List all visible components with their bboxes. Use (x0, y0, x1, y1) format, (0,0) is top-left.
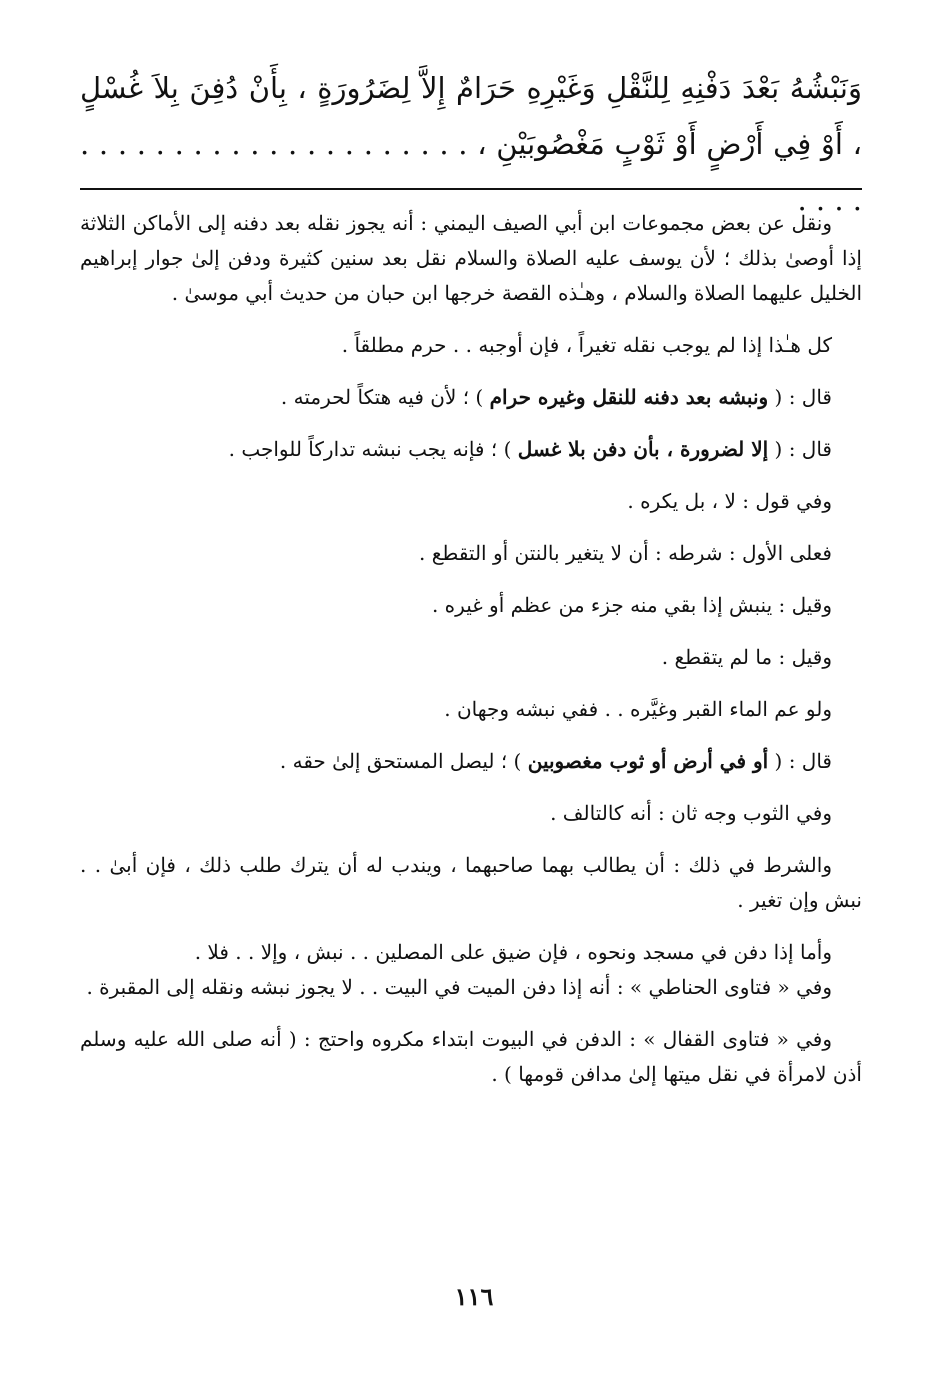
commentary-text: ) ؛ لأن فيه هتكاً لحرمته . (280, 385, 490, 409)
quoted-matn-text: إلا لضرورة ، بأن دفن بلا غسل (517, 437, 769, 461)
commentary-text: والشرط في ذلك : أن يطالب بهما صاحبهما ، ويندب له أن يترك طلب ذلك ، فإن أبىٰ . . نبش وإن تغير . (80, 853, 862, 912)
commentary-paragraph-p8 (80, 640, 862, 675)
page-number: ١١٦ (454, 1282, 494, 1311)
main-text-dots: . . . . . . . . . . . . . . . . . . . . . . . . . (80, 127, 862, 217)
main-text-block (80, 60, 862, 228)
commentary-text: ولو عم الماء القبر وغيَّره . . ففي نبشه وجهان . (444, 697, 832, 721)
commentary-paragraph-p14 (80, 970, 862, 1005)
commentary-text: وفي « فتاوى القفال » : الدفن في البيوت ابتداء مكروه واحتج : ( أنه صلى الله عليه وسلم أذن لامرأة في نقل ميتها إلىٰ مدافن قومها ) . (80, 1027, 862, 1086)
commentary-text: كل هـٰذا إذا لم يوجب نقله تغيراً ، فإن أوجبه . . حرم مطلقاً . (341, 333, 832, 357)
commentary-paragraph-p9 (80, 692, 862, 727)
commentary-paragraph-p3 (80, 380, 862, 415)
commentary-paragraph-p13 (80, 935, 862, 970)
commentary-text: قال : ( (768, 749, 832, 773)
main-text-paragraph (80, 60, 862, 228)
commentary-text: ونقل عن بعض مجموعات ابن أبي الصيف اليمني : أنه يجوز نقله بعد دفنه إلى الأماكن الثلاثة إذا أوصىٰ بذلك ؛ لأن يوسف عليه الصلاة والسلام نقل بعد سنين كثيرة ودفن إلىٰ جوار إبراهيم الخليل عليهما الصلاة والسلام ، وهـٰذه القصة خرجها ابن حبان من حديث أبي موسىٰ . (80, 211, 862, 305)
commentary-paragraph-p15 (80, 1022, 862, 1092)
commentary-paragraph-p5 (80, 484, 862, 519)
commentary-paragraph-p4 (80, 432, 862, 467)
commentary-paragraph-p2 (80, 328, 862, 363)
commentary-text: وأما إذا دفن في مسجد ونحوه ، فإن ضيق على المصلين . . نبش ، وإلا . . فلا . (194, 940, 832, 964)
commentary-text: فعلى الأول : شرطه : أن لا يتغير بالنتن أو التقطع . (419, 541, 832, 565)
commentary-paragraph-p1 (80, 206, 862, 311)
commentary-paragraph-p6 (80, 536, 862, 571)
commentary-text: قال : ( (768, 437, 832, 461)
commentary-text: وقيل : ينبش إذا بقي منه جزء من عظم أو غيره . (431, 593, 832, 617)
commentary-text: قال : ( (768, 385, 832, 409)
commentary-text: وفي « فتاوى الحناطي » : أنه إذا دفن الميت في البيت . . لا يجوز نبشه ونقله إلى المقبرة . (86, 975, 832, 999)
quoted-matn-text: ونبشه بعد دفنه للنقل وغيره حرام (489, 385, 769, 409)
commentary-paragraph-p12 (80, 848, 862, 918)
commentary-text: وفي الثوب وجه ثان : أنه كالتالف . (550, 801, 832, 825)
commentary-text: ) ؛ فإنه يجب نبشه تداركاً للواجب . (228, 437, 518, 461)
footnote-divider (80, 188, 862, 190)
quoted-matn-text: أو في أرض أو ثوب مغصوبين (527, 749, 769, 773)
commentary-text: وقيل : ما لم يتقطع . (661, 645, 832, 669)
commentary-paragraph-p7 (80, 588, 862, 623)
commentary-paragraph-p11 (80, 796, 862, 831)
main-text-line-2: أَوْ ثَوْبٍ مَغْصُوبَيْنِ ، (467, 127, 697, 161)
commentary-text: ) ؛ ليصل المستحق إلىٰ حقه . (279, 749, 528, 773)
commentary-block (80, 206, 862, 1109)
commentary-text: وفي قول : لا ، بل يكره . (627, 489, 832, 513)
commentary-paragraph-p10 (80, 744, 862, 779)
main-text-line-1: وَنَبْشُهُ بَعْدَ دَفْنِهِ لِلنَّقْلِ وَغَيْرِهِ حَرَامٌ إِلاَّ لِضَرُورَةٍ ، بِأَنْ دُفِنَ بِلاَ غُسْلٍ ، أَوْ فِي أَرْضٍ (80, 71, 863, 161)
